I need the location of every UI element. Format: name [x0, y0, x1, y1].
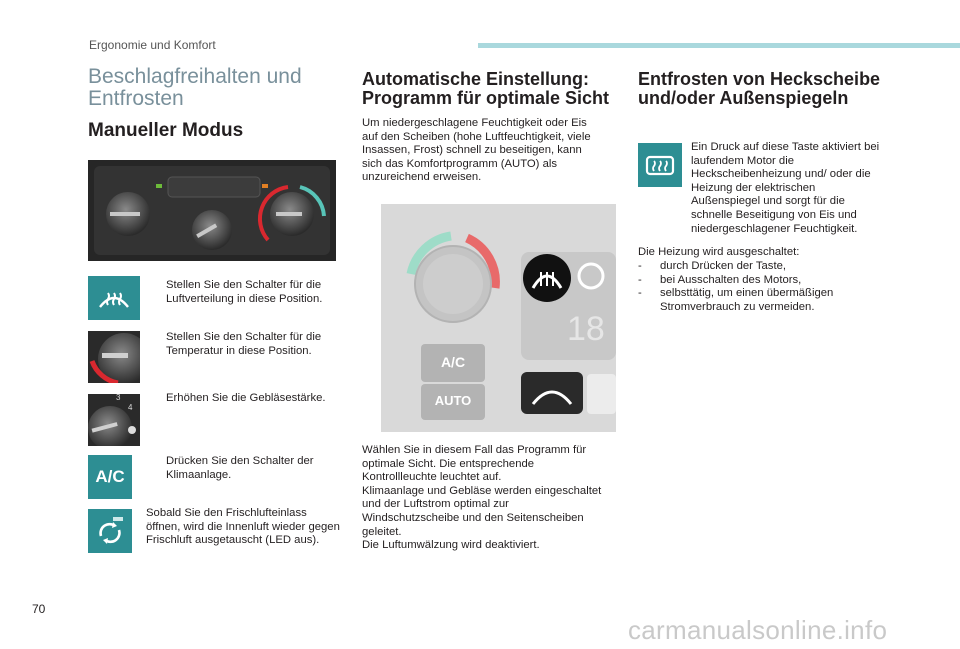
- step-text: Stellen Sie den Schalter für die Temperatur in diese Position.: [166, 331, 322, 357]
- step-text: Drücken Sie den Schalter der Klimaanlage.: [166, 455, 314, 481]
- svg-text:18: 18: [567, 310, 605, 348]
- svg-text:4: 4: [128, 403, 133, 412]
- climate-panel-photo: [88, 160, 336, 261]
- list-item: - durch Drücken der Taste,: [638, 260, 787, 272]
- page-number: 70: [32, 602, 46, 616]
- section-title-automatic: Automatische Einstellung: Programm für optimale Sicht: [362, 69, 610, 108]
- recirculation-text: Sobald Sie den Frischlufteinlass öffnen, wird die Innenluft wieder gegen Frischluft ausgetauscht (LED aus).: [146, 507, 340, 547]
- ac-button: [88, 455, 132, 499]
- step-text: Stellen Sie den Schalter für die Luftverteilung in diese Position.: [166, 279, 323, 305]
- rear-window-defrost-icon: [638, 143, 682, 187]
- header-bar: [478, 43, 960, 48]
- step-text: Erhöhen Sie die Gebläsestärke.: [166, 392, 326, 404]
- bullet-marker: [146, 279, 156, 306]
- svg-text:3: 3: [116, 394, 121, 402]
- rear-defrost-description: Ein Druck auf diese Taste aktiviert bei laufendem Motor die Heckscheibenheizung und/ oder die Heizung der elektrischen Außenspiegel und sorgt für die schnelle Beseitigung von Eis und niedergeschlagener Feuchtigkeit.: [691, 141, 880, 235]
- heating-off-intro: Die Heizung wird ausgeschaltet:: [638, 246, 800, 258]
- fan-speed-knob: [88, 394, 140, 446]
- ac-button-label: A/C: [95, 467, 125, 486]
- automatic-outro: [362, 444, 607, 553]
- bullet-marker: [146, 331, 156, 358]
- section-title-rear-defrost: Entfrosten von Heckscheibe und/oder Außenspiegeln: [638, 69, 881, 108]
- automatic-intro-text: Um niedergeschlagene Feuchtigkeit oder Eis auf den Scheiben (hohe Luftfeuchtigkeit, viele Insassen, Frost) schnell zu beseitigen, kann sich das Komfortprogramm (AUTO) als unzureichend erweisen.: [362, 117, 591, 184]
- step-air-conditioning: [146, 455, 341, 482]
- ac-button-label: A/C: [440, 354, 466, 370]
- list-item: - bei Ausschalten des Motors,: [638, 273, 802, 286]
- visibility-program-photo: [381, 204, 616, 432]
- step-temperature: [146, 331, 341, 358]
- bullet-marker: [146, 455, 156, 482]
- temperature-knob: [88, 331, 140, 383]
- heating-off-list: [638, 260, 888, 314]
- bullet-marker: [146, 392, 156, 406]
- section-header: Ergonomie und Komfort: [89, 38, 216, 52]
- outro-paragraph: Klimaanlage und Gebläse werden eingeschaltet und der Luftstrom optimal zur Windschutzscheibe und den Seitenscheiben geleitet.: [362, 484, 602, 538]
- windshield-defrost-icon: [88, 276, 140, 320]
- step-fan-speed: [146, 392, 341, 406]
- recirculation-icon: [88, 509, 132, 553]
- outro-paragraph: Die Luftumwälzung wird deaktiviert.: [362, 539, 540, 552]
- step-air-distribution: [146, 279, 341, 306]
- watermark: carmanualsonline.info: [628, 615, 888, 645]
- subtitle-manual-mode: Manueller Modus: [88, 120, 244, 141]
- list-item: - selbsttätig, um einen übermäßigen Stromverbrauch zu vermeiden.: [638, 287, 834, 313]
- outro-paragraph: Wählen Sie in diesem Fall das Programm für optimale Sicht. Die entsprechende Kontrollleuchte leuchtet auf.: [362, 444, 587, 484]
- page-title: Beschlagfreihalten und Entfrosten: [88, 65, 302, 110]
- auto-button-label: AUTO: [434, 393, 472, 408]
